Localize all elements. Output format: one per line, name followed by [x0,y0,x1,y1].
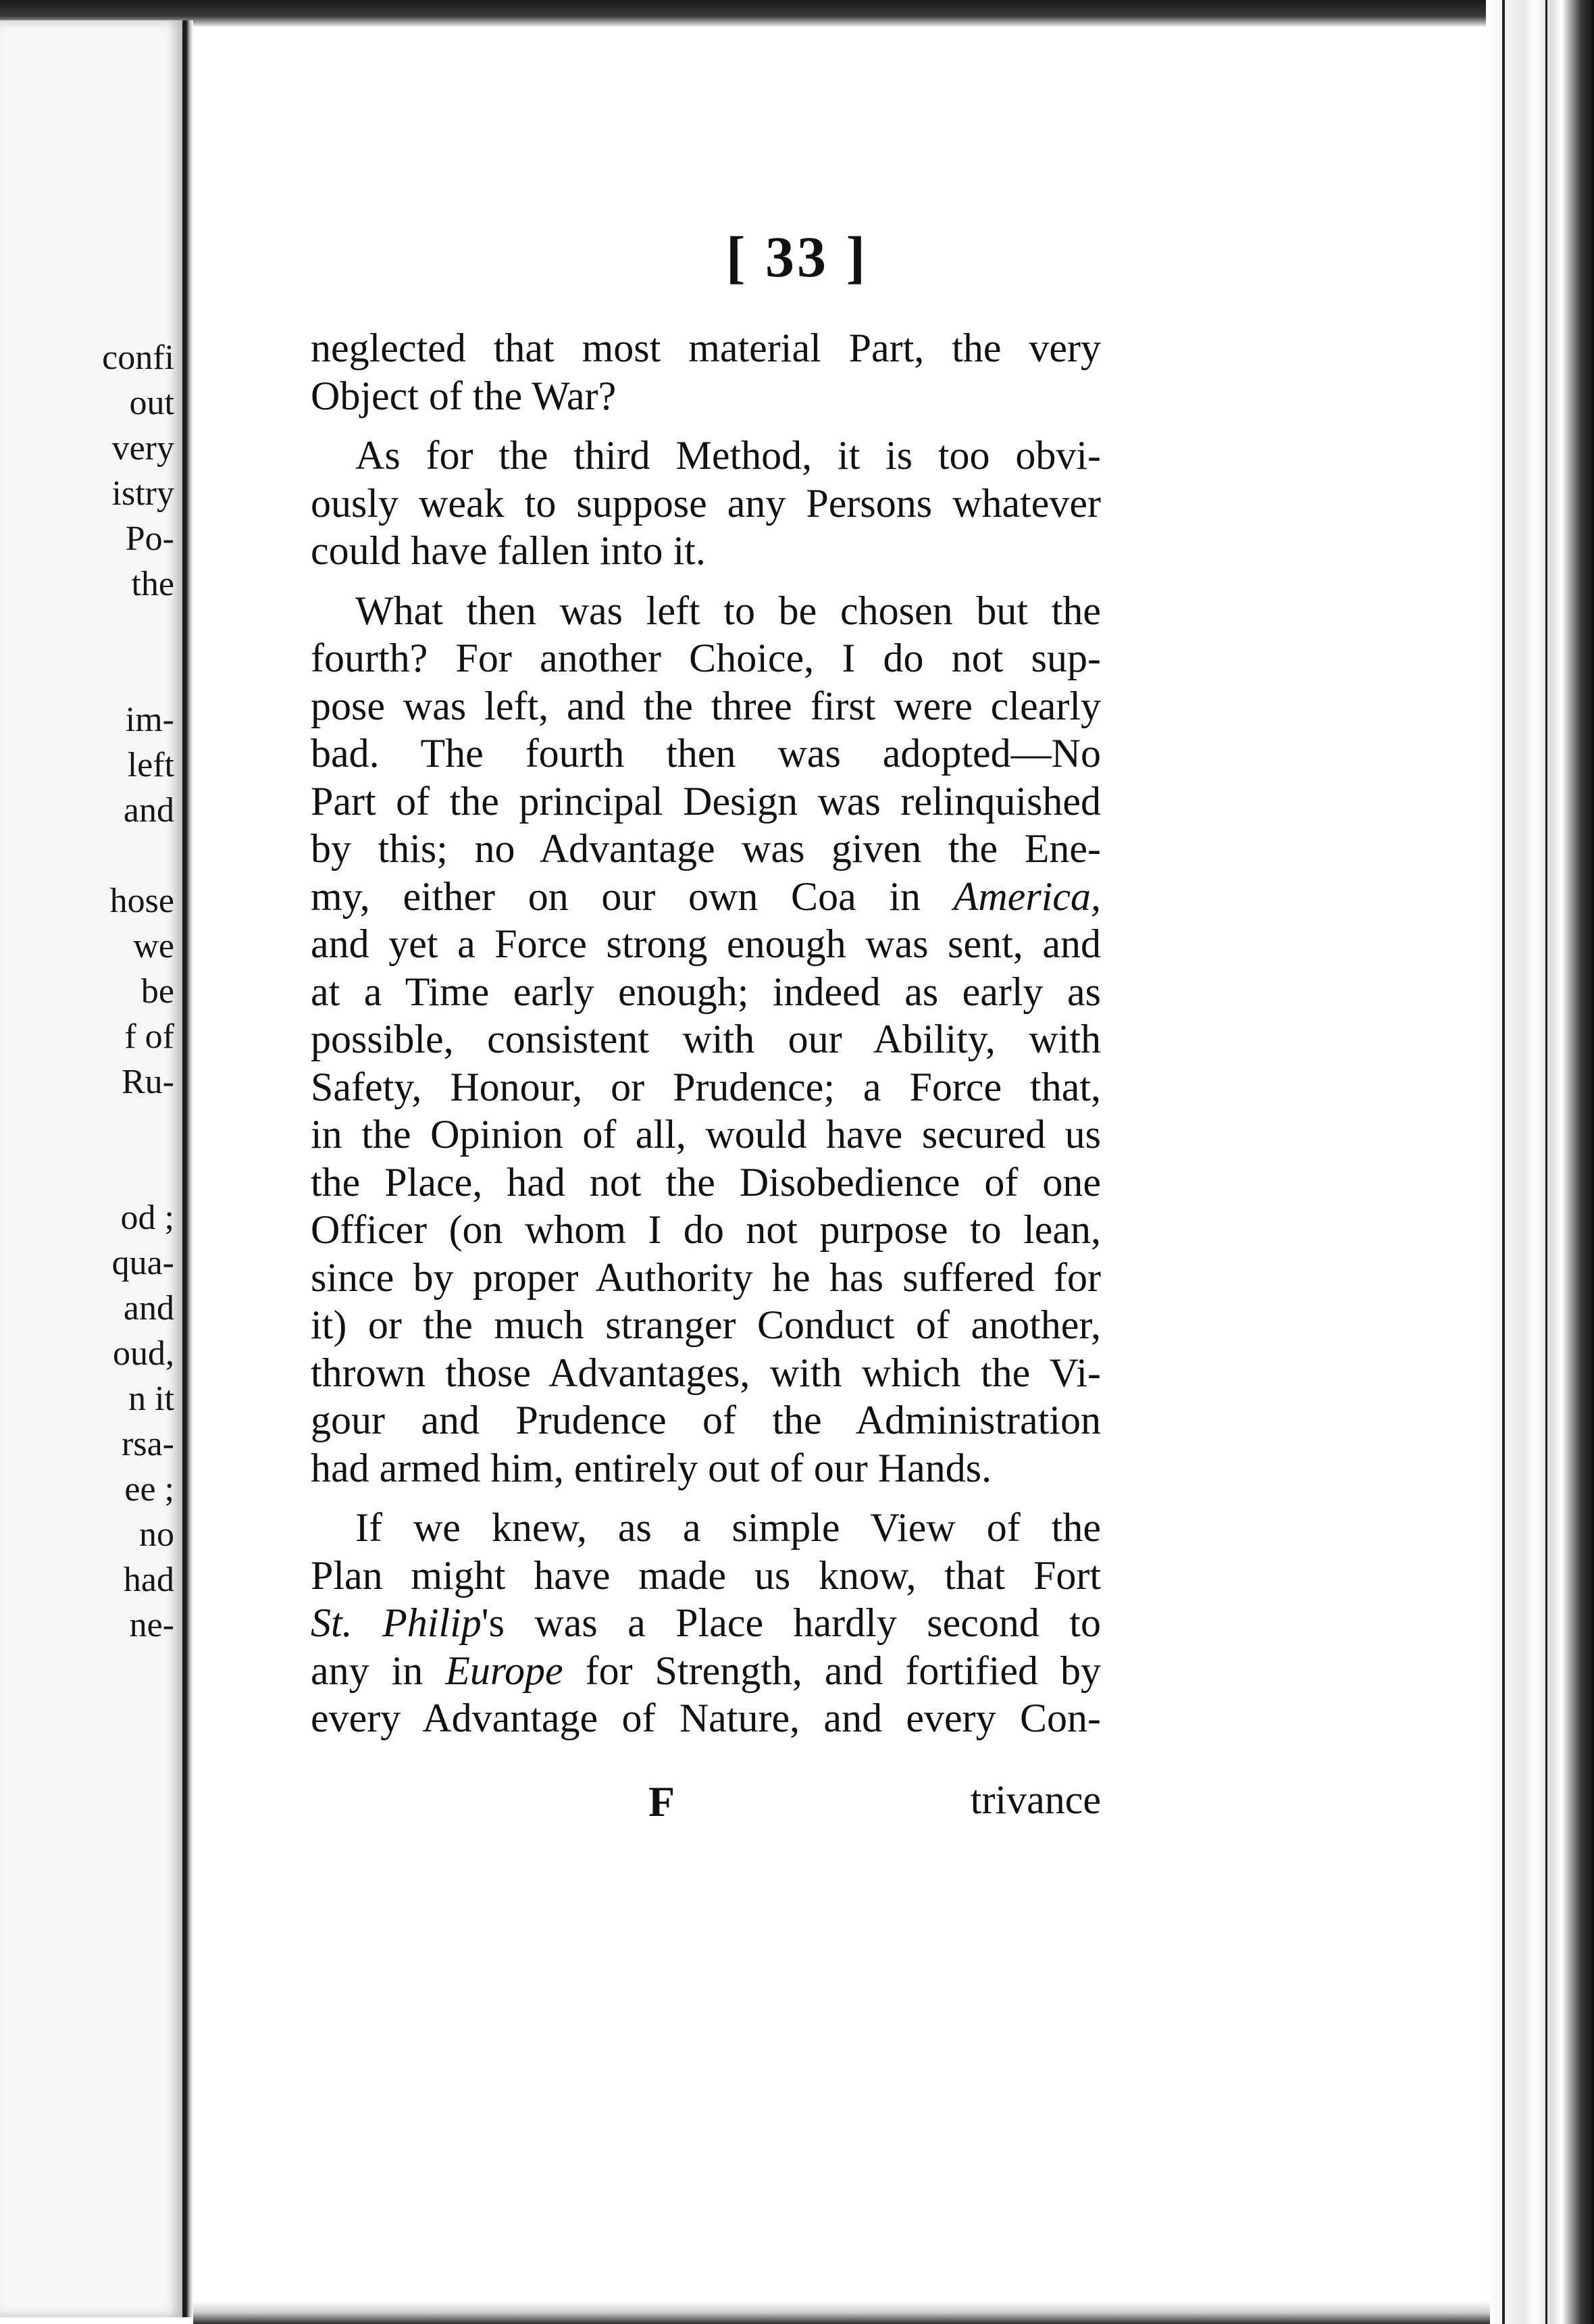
paragraph-gap [311,575,1101,587]
text-line: fourth? For another Choice, I do not sup- [311,636,1101,680]
page-edges-right [1486,0,1594,2324]
facing-page-text-fragment: ne- [129,1606,174,1644]
text-line: Plan might have made us know, that Fort [311,1552,1101,1598]
text-line: by this; no Advantage was given the Ene- [311,826,1101,871]
scan-background-top [0,0,1594,27]
scan-background-bottom [193,2301,1490,2324]
text-line: Part of the principal Design was relinquished [311,778,1101,824]
text-line: since by proper Authority he has suffered for [311,1255,1101,1300]
page-edge-line [1545,0,1547,2324]
facing-page-fragment [0,20,186,2317]
facing-page-text-fragment: ee ; [124,1470,174,1509]
page-edge-line [1502,0,1505,2324]
paragraph-gap [311,420,1101,432]
text-line: and yet a Force strong enough was sent, and [311,921,1101,966]
text-line: As for the third Method, it is too obvi- [355,433,1101,478]
facing-page-text-fragment: f of [124,1017,174,1056]
text-line: ously weak to suppose any Persons whatever [311,480,1101,526]
text-line: Officer (on whom I do not purpose to lean, [311,1207,1101,1252]
facing-page-text-fragment: and [123,791,174,830]
facing-page-text-fragment: the [131,565,174,603]
text-line: thrown those Advantages, with which the Vi- [311,1350,1101,1395]
facing-page-text-fragment: very [111,429,174,468]
signature-mark: F [648,1777,675,1825]
text-line: If we knew, as a simple View of the [355,1505,1101,1550]
facing-page-text-fragment: confi [102,338,174,377]
text-line: every Advantage of Nature, and every Con- [311,1696,1101,1740]
facing-page-text-fragment: had [123,1561,174,1599]
text-line: it) or the much stranger Conduct of another, [311,1303,1101,1347]
text-line: the Place, had not the Disobedience of one [311,1159,1101,1205]
catchword: trivance [970,1777,1101,1822]
facing-page-text-fragment: istry [111,474,174,513]
book-gutter [186,20,193,2317]
facing-page-text-fragment: qua- [111,1244,174,1282]
facing-page-text-fragment: and [123,1289,174,1328]
facing-page-text-fragment: n it [128,1380,174,1418]
facing-page-text-fragment: out [129,384,174,422]
text-line: gour and Prudence of the Administration [311,1398,1101,1442]
facing-page-text-fragment: we [133,927,174,965]
text-line: Object of the War? [311,373,617,418]
facing-page-text-fragment: oud, [113,1334,174,1373]
text-line: possible, consistent with our Ability, with [311,1017,1101,1061]
facing-page-text-fragment: left [127,746,174,784]
facing-page-text-fragment: im- [125,701,174,739]
signature-catchword-line [311,1777,1101,1831]
text-line: Safety, Honour, or Prudence; a Force that, [311,1064,1101,1109]
text-line: in the Opinion of all, would have secured us [311,1112,1101,1157]
facing-page-text-fragment: Ru- [122,1063,174,1101]
text-line: pose was left, and the three first were clearly [311,683,1101,728]
facing-page-text-fragment: be [140,972,174,1011]
book-page [196,27,1479,2304]
text-line: could have fallen into it. [311,528,706,573]
facing-page-text-fragment: hose [109,882,174,920]
facing-page-text-fragment: od ; [120,1198,174,1237]
page-number: [ 33 ] [725,224,869,289]
text-line: any in Europe for Strength, and fortified by [311,1648,1101,1693]
facing-page-text-fragment: rsa- [122,1425,174,1463]
text-line: St. Philip's was a Place hardly second to [311,1600,1101,1645]
body-text [311,324,1101,1742]
facing-page-text-fragment: no [139,1515,174,1554]
paragraph-gap [311,1492,1101,1504]
text-line: had armed him, entirely out of our Hands. [311,1445,992,1490]
text-line: at a Time early enough; indeed as early as [311,969,1101,1014]
text-line: my, either on our own Coa in America, [311,874,1101,919]
text-line: What then was left to be chosen but the [355,588,1101,633]
text-line: neglected that most material Part, the very [311,326,1101,370]
text-line: bad. The fourth then was adopted—No [311,731,1101,776]
facing-page-text-fragment: Po- [125,520,174,558]
